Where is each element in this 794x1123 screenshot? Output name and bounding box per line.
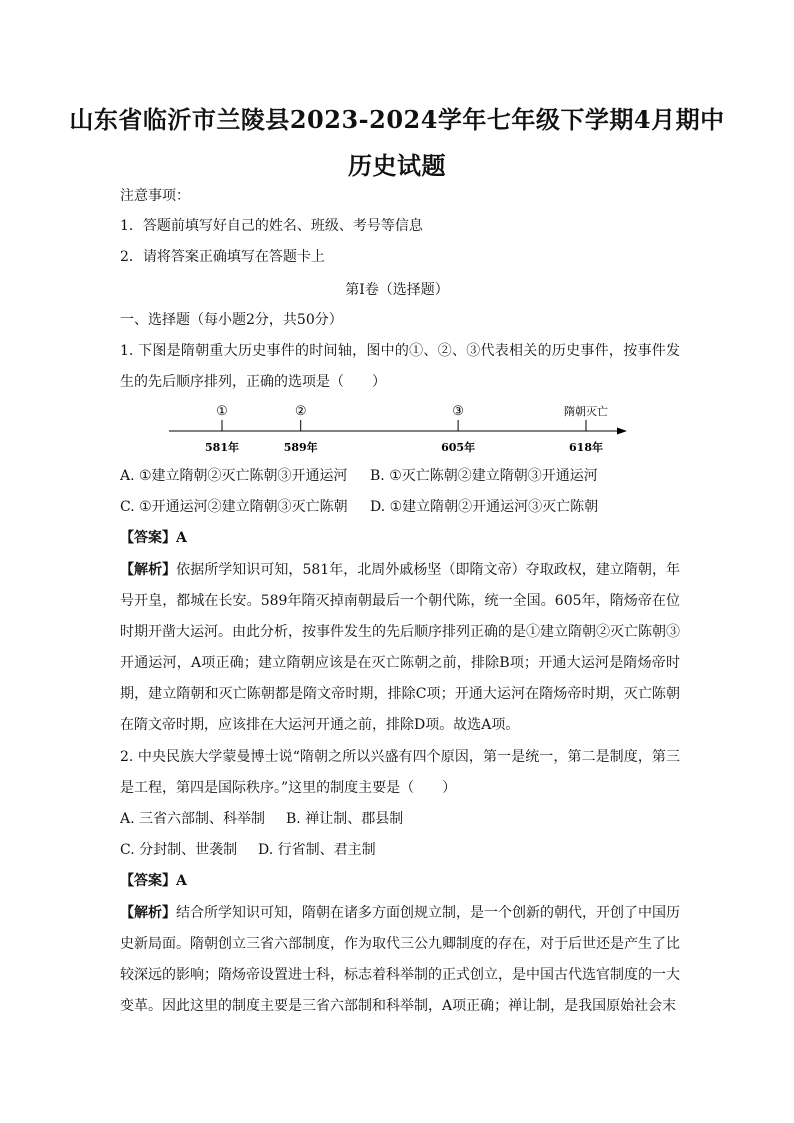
q1-stem: 1. 下图是隋朝重大历史事件的时间轴，图中的①、②、③代表相关的历史事件，按事件发生的先后顺序排列，正确的选项是（ ）: [120, 343, 680, 390]
q1-analysis-text: 依据所学知识可知，581年，北周外戚杨坚（即隋文帝）夺取政权，建立隋朝，年号开皇，都城在长安。589年隋灭掉南朝最后一个朝代陈，统一全国。605年，隋炀帝在位时期开凿大运河。由此分析，按事件发生的先后顺序排列正确的是①建立隋朝②灭亡陈朝③开通运河，A项正确；建立隋朝应该是在灭亡陈朝之前，排除B项；开通大运河是隋炀帝时期，建立隋朝和灭亡陈朝都是隋文帝时期，排除C项；开通大运河在隋炀帝时期，灭亡陈朝在隋文帝时期，应该排在大运河开通之前，排除D项。故选A项。: [120, 562, 680, 733]
q2-option-a[interactable]: A. 三省六部制、科举制: [120, 811, 266, 827]
section-title: 第I卷（选择题）: [345, 282, 449, 298]
timeline-year-label: 618年: [569, 441, 603, 454]
q2-analysis-text: 结合所学知识可知，隋朝在诸多方面创规立制，是一个创新的朝代，开创了中国历史新局面。隋朝创立三省六部制度，作为取代三公九卿制度的存在，对于后世还是产生了比较深远的影响；隋炀帝设置进士科，标志着科举制的正式创立，是中国古代选官制度的一大变革。因此这里的制度主要是三省六部制和科举制，A项正确；禅让制，是我国原始社会末: [120, 905, 680, 1014]
q2-option-c[interactable]: C. 分封制、世袭制: [120, 842, 238, 858]
q1-timeline: [165, 400, 635, 460]
q1-options-row-2: [120, 497, 680, 517]
timeline-year-label: 581年: [205, 441, 239, 454]
q1-option-c[interactable]: C. ①开通运河②建立隋朝③灭亡陈朝: [120, 499, 348, 515]
timeline-marker: ②: [294, 404, 307, 419]
timeline-year-label: 589年: [283, 441, 318, 454]
q2-options-row-1: [120, 809, 680, 829]
exam-subject: 历史试题: [348, 151, 446, 180]
q1-option-d[interactable]: D. ①建立隋朝②开通运河③灭亡陈朝: [370, 499, 599, 515]
timeline-marker: ①: [216, 404, 228, 419]
q1-analysis: [120, 555, 680, 741]
timeline-year-label: 605年: [441, 441, 476, 454]
q2-analysis: [120, 898, 680, 1022]
q2-analysis-label: 【解析】: [120, 905, 176, 921]
q2-answer: 【答案】A: [120, 873, 187, 889]
q1-option-b[interactable]: B. ①灭亡陈朝②建立隋朝③开通运河: [370, 468, 598, 484]
timeline-arrow: [617, 428, 627, 435]
q2-option-d[interactable]: D. 行省制、君主制: [258, 842, 376, 858]
part-heading: 一、选择题（每小题2分，共50分）: [120, 312, 343, 328]
timeline-marker: 隋朝灭亡: [564, 405, 608, 418]
q2-option-b[interactable]: B. 禅让制、郡县制: [286, 811, 404, 827]
exam-title: 山东省临沂市兰陵县2023-2024学年七年级下学期4月期中: [69, 105, 725, 134]
q1-analysis-label: 【解析】: [120, 562, 177, 578]
q1-option-a[interactable]: A. ①建立隋朝②灭亡陈朝③开通运河: [120, 468, 348, 484]
q1-options-row-1: [120, 466, 680, 486]
notice-item-1: 1．答题前填写好自己的姓名、班级、考号等信息: [120, 218, 423, 234]
q1-answer: 【答案】A: [120, 530, 187, 546]
notice-heading: 注意事项：: [120, 188, 190, 204]
notice-item-2: 2．请将答案正确填写在答题卡上: [120, 249, 325, 265]
timeline-marker: ③: [452, 404, 464, 419]
q2-stem: 2. 中央民族大学蒙曼博士说“隋朝之所以兴盛有四个原因，第一是统一，第二是制度，第三是工程，第四是国际秩序。”这里的制度主要是（ ）: [120, 749, 680, 796]
q2-options-row-2: [120, 840, 680, 860]
